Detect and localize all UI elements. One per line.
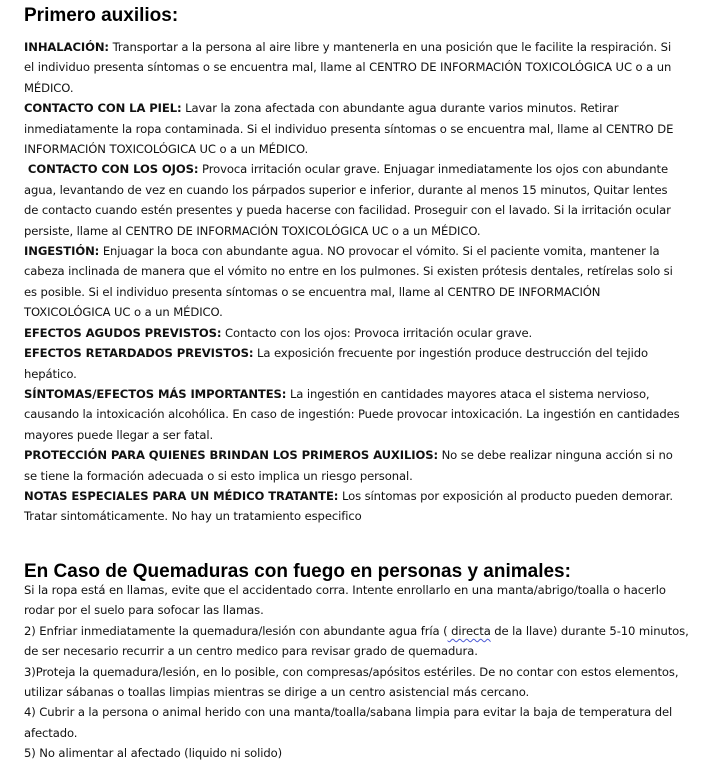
entry-label: INGESTIÓN: bbox=[24, 244, 100, 259]
entry-label: NOTAS ESPECIALES PARA UN MÉDICO TRATANTE: bbox=[24, 488, 339, 503]
entry-delayed-effects bbox=[24, 343, 684, 384]
burns-step-4: 4) Cubrir a la persona o animal herido con una manta/toalla/sabana limpia para evitar la baja de temperatura del afectado. bbox=[24, 705, 673, 740]
entry-text: Enjuagar la boca con abundante agua. NO provocar el vómito. Si el paciente vomita, mantener la cabeza inclinada de manera que el vómito no entre en los pulmones. Si existen prótesis dentales, retírelas solo si es posible. Si el individuo presenta síntomas o se encuentra mal, llame al CENTRO DE INFORMACIÓN TOXICOLÓGICA UC o a un MÉDICO. bbox=[24, 244, 673, 320]
entry-text: La ingestión en cantidades mayores ataca el sistema nervioso, causando la intoxicación alcohólica. En caso de ingestión: Puede provocar intoxicación. La ingestión en cantidades mayores puede llegar a ser fatal. bbox=[24, 386, 680, 442]
entry-text: Transportar a la persona al aire libre y mantenerla en una posición que le facilite la respiración. Si el individuo presenta síntomas o se encuentra mal, llame al CENTRO DE INFORMACIÓN TOXICOLÓGICA UC o a un MÉDICO. bbox=[24, 40, 672, 95]
entry-text: Lavar la zona afectada con abundante agua durante varios minutos. Retirar inmediatamente la ropa contaminada. Si el individuo presenta síntomas o se encuentra mal, llame al CENTRO DE INFORMACIÓN TOXICOLÓGICA UC o a un MÉDICO. bbox=[24, 101, 674, 157]
burns-step-3: 3)Proteja la quemadura/lesión, en lo posible, con compresas/apósitos estériles. De no contar con estos elementos, utilizar sábanas o toallas limpias mientras se dirige a un centro asistencial más cercano. bbox=[24, 664, 679, 700]
entry-physician-notes bbox=[24, 486, 684, 527]
first-aid-section bbox=[24, 37, 684, 527]
entry-label: EFECTOS RETARDADOS PREVISTOS: bbox=[24, 346, 254, 361]
burns-section bbox=[24, 580, 689, 764]
entry-label: CONTACTO CON LOS OJOS: bbox=[24, 162, 199, 177]
entry-label: CONTACTO CON LA PIEL: bbox=[24, 101, 182, 116]
entry-ingestion bbox=[24, 241, 684, 323]
burns-intro: Si la ropa está en llamas, evite que el accidentado corra. Intente enrollarlo en una manta/abrigo/toalla o hacerlo rodar por el suelo para sofocar las llamas. bbox=[24, 583, 666, 618]
entry-label: INHALACIÓN: bbox=[24, 40, 109, 54]
entry-label: PROTECCIÓN PARA QUIENES BRINDAN LOS PRIMEROS AUXILIOS: bbox=[24, 448, 439, 463]
entry-label: EFECTOS AGUDOS PREVISTOS: bbox=[24, 325, 222, 340]
burns-step-5: 5) No alimentar al afectado (liquido ni solido) bbox=[24, 746, 283, 761]
entry-inhalation bbox=[24, 37, 684, 98]
spellcheck-marked-word: directa bbox=[447, 623, 491, 638]
entry-rescuer-protection bbox=[24, 445, 684, 486]
entry-symptoms bbox=[24, 384, 684, 445]
entry-eye-contact bbox=[24, 159, 684, 241]
entry-text: La exposición frecuente por ingestión produce destrucción del tejido hepático. bbox=[24, 346, 649, 381]
entry-text: Provoca irritación ocular grave. Enjuagar inmediatamente los ojos con abundante agua, levantando de vez en cuando los párpados superior e inferior, durante al menos 15 minutos, Quitar lentes de contacto cuando estén presentes y pueda hacerse con facilidad. Proseguir con el lavado. Si la irritación ocular persiste, llame al CENTRO DE INFORMACIÓN TOXICOLÓGICA UC o a un MÉDICO. bbox=[24, 162, 671, 238]
entry-text: Los síntomas por exposición al producto pueden demorar. Tratar sintomáticamente. No hay un tratamiento especifico bbox=[24, 488, 673, 524]
burns-step-2 bbox=[24, 621, 689, 662]
step-text: de la llave) durante 5-10 minutos, de ser necesario recurrir a un centro medico para revisar grado de quemadura. bbox=[24, 623, 689, 659]
first-aid-title: Primero auxilios: bbox=[24, 5, 179, 26]
entry-text: Contacto con los ojos: Provoca irritación ocular grave. bbox=[221, 325, 533, 340]
step-text: 2) Enfriar inmediatamente la quemadura/lesión con abundante agua fría ( bbox=[24, 623, 448, 638]
entry-acute-effects bbox=[24, 323, 684, 343]
entry-label: SÍNTOMAS/EFECTOS MÁS IMPORTANTES: bbox=[24, 386, 287, 401]
entry-skin-contact bbox=[24, 98, 684, 159]
burns-title: En Caso de Quemaduras con fuego en personas y animales: bbox=[24, 561, 571, 582]
entry-text: No se debe realizar ninguna acción si no se tiene la formación adecuada o si esto implica un riesgo personal. bbox=[24, 448, 673, 483]
